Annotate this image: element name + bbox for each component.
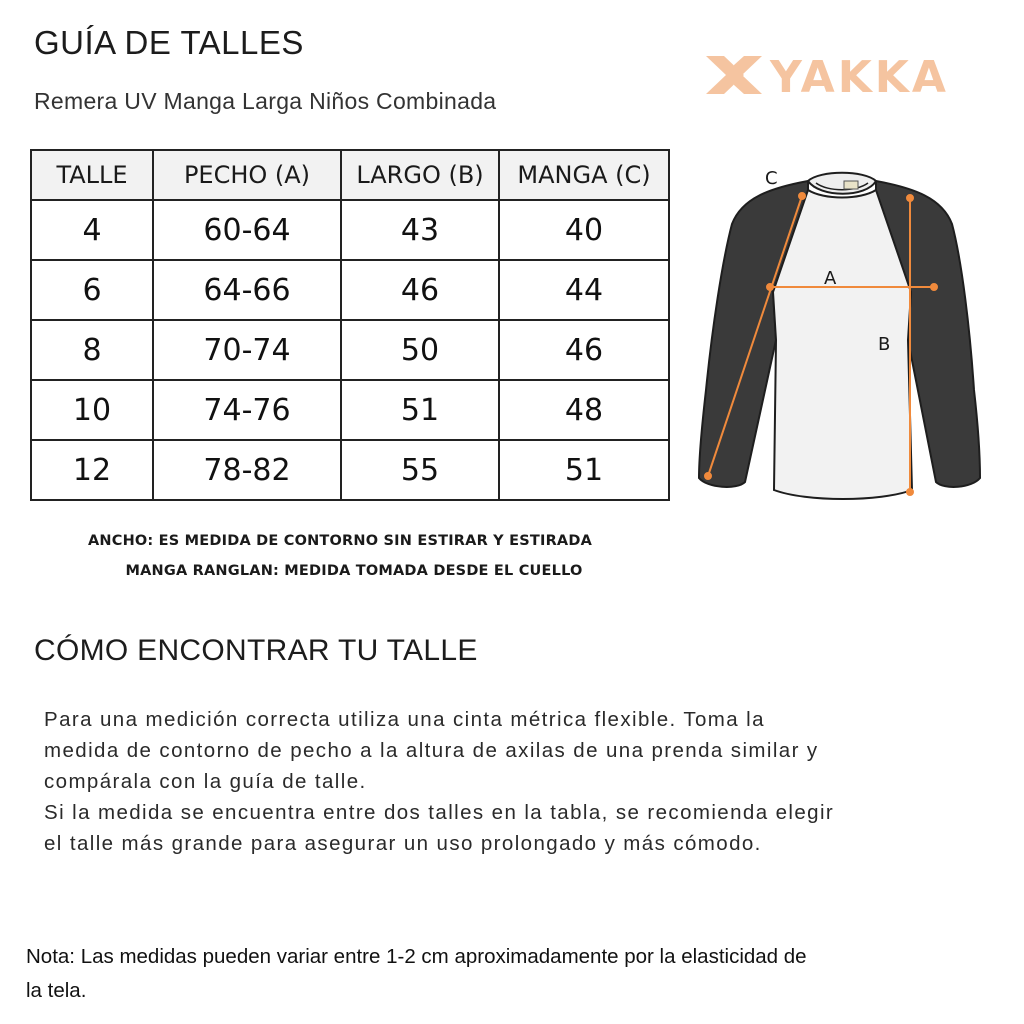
footnote	[26, 940, 1006, 1008]
cell-manga: 44	[499, 260, 669, 320]
shirt-collar	[808, 173, 876, 194]
table-row	[31, 260, 669, 320]
note-manga-ranglan: MANGA RANGLAN: MEDIDA TOMADA DESDE EL CUELLO	[125, 563, 583, 579]
cell-manga: 46	[499, 320, 669, 380]
label-c: C	[765, 168, 778, 189]
cell-talle: 8	[31, 320, 153, 380]
cell-largo: 55	[341, 440, 499, 500]
measurement-notes	[0, 526, 680, 586]
cell-manga: 40	[499, 200, 669, 260]
cell-talle: 4	[31, 200, 153, 260]
label-b: B	[878, 334, 891, 355]
cell-largo: 50	[341, 320, 499, 380]
column-header-talle: TALLE	[31, 150, 153, 200]
table-row	[31, 380, 669, 440]
column-header-pecho: PECHO (A)	[153, 150, 341, 200]
howto-line: el talle más grande para asegurar un uso prolongado y más cómodo.	[44, 832, 762, 855]
cell-pecho: 60-64	[153, 200, 341, 260]
cell-pecho: 64-66	[153, 260, 341, 320]
cell-largo: 51	[341, 380, 499, 440]
cell-manga: 48	[499, 380, 669, 440]
cell-largo: 46	[341, 260, 499, 320]
footnote-line: la tela.	[26, 979, 87, 1002]
cell-pecho: 74-76	[153, 380, 341, 440]
brand-logo-text: YAKKA	[770, 52, 949, 98]
product-subtitle: Remera UV Manga Larga Niños Combinada	[34, 88, 497, 114]
cell-pecho: 78-82	[153, 440, 341, 500]
footnote-line: Nota: Las medidas pueden variar entre 1-2 cm aproximadamente por la elasticidad de	[26, 945, 807, 968]
howto-line: Si la medida se encuentra entre dos talles en la tabla, se recomienda elegir	[44, 801, 835, 824]
howto-title: CÓMO ENCONTRAR TU TALLE	[34, 634, 478, 667]
cell-manga: 51	[499, 440, 669, 500]
howto-line: medida de contorno de pecho a la altura de axilas de una prenda similar y	[44, 739, 819, 762]
x-mark-icon	[706, 56, 762, 94]
neck-label	[844, 181, 858, 189]
table-row	[31, 200, 669, 260]
label-a: A	[824, 268, 837, 289]
cell-largo: 43	[341, 200, 499, 260]
size-table	[30, 149, 670, 501]
brand-logo	[704, 52, 960, 98]
table-row	[31, 440, 669, 500]
cell-talle: 10	[31, 380, 153, 440]
howto-body	[44, 704, 1004, 859]
howto-line: compárala con la guía de talle.	[44, 770, 367, 793]
table-header-row	[31, 150, 669, 200]
column-header-largo: LARGO (B)	[341, 150, 499, 200]
cell-pecho: 70-74	[153, 320, 341, 380]
page-title: GUÍA DE TALLES	[34, 24, 304, 61]
shirt-diagram	[690, 160, 990, 510]
howto-line: Para una medición correcta utiliza una cinta métrica flexible. Toma la	[44, 708, 765, 731]
shirt-body	[773, 190, 912, 499]
note-ancho: ANCHO: ES MEDIDA DE CONTORNO SIN ESTIRAR Y ESTIRADA	[87, 533, 593, 549]
cell-talle: 6	[31, 260, 153, 320]
table-row	[31, 320, 669, 380]
cell-talle: 12	[31, 440, 153, 500]
column-header-manga: MANGA (C)	[499, 150, 669, 200]
